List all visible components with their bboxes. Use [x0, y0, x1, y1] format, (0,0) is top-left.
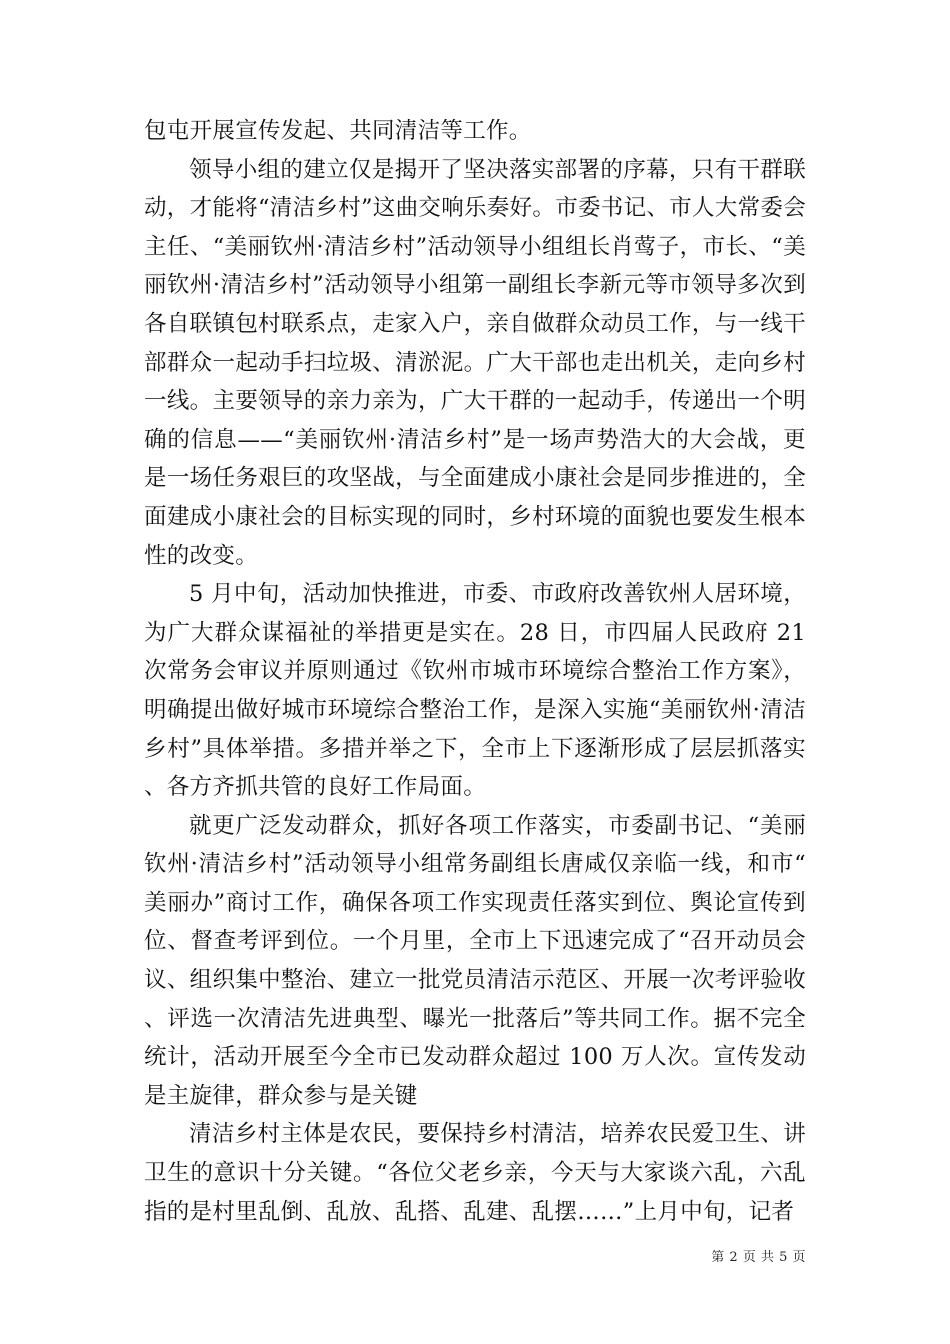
- paragraph-1: 包屯开展宣传发起、共同清洁等工作。: [144, 118, 532, 144]
- page-number-footer: 第 2 页 共 5 页: [711, 1250, 806, 1265]
- paragraph-4: 就更广泛发动群众，抓好各项工作落实，市委副书记、“美丽钦州·清洁乡村”活动领导小组常务副组长唐咸仅亲临一线，和市“美丽办”商讨工作，确保各项工作实现责任落实到位、舆论宣传到位、督查考评到位。一个月里，全市上下迅速完成了“召开动员会议、组织集中整治、建立一批党员清洁示范区、开展一次考评验收、评选一次清洁先进典型、曝光一批落后”等共同工作。据不完全统计，活动开展至今全市已发动群众超过 100 万人次。宣传发动是主旋律，群众参与是关键: [144, 812, 806, 1109]
- article-body: [144, 112, 806, 1231]
- paragraph-3: 5 月中旬，活动加快推进，市委、市政府改善钦州人居环境，为广大群众谋福祉的举措更是实在。28 日，市四届人民政府 21 次常务会审议并原则通过《钦州市城市环境综合整治工作方案》，明确提出做好城市环境综合整治工作，是深入实施“美丽钦州·清洁乡村”具体举措。多措并举之下，全市上下逐渐形成了层层抓落实、各方齐抓共管的良好工作局面。: [144, 581, 806, 801]
- paragraph-5: 清洁乡村主体是农民，要保持乡村清洁，培养农民爱卫生、讲卫生的意识十分关键。“各位父老乡亲，今天与大家谈六乱，六乱指的是村里乱倒、乱放、乱搭、乱建、乱摆……”上月中旬，记者: [144, 1121, 806, 1225]
- paragraph-2: 领导小组的建立仅是揭开了坚决落实部署的序幕，只有干群联动，才能将“清洁乡村”这曲交响乐奏好。市委书记、市人大常委会主任、“美丽钦州·清洁乡村”活动领导小组组长肖莺子，市长、“美丽钦州·清洁乡村”活动领导小组第一副组长李新元等市领导多次到各自联镇包村联系点，走家入户，亲自做群众动员工作，与一线干部群众一起动手扫垃圾、清淤泥。广大干部也走出机关，走向乡村一线。主要领导的亲力亲为，广大干群的一起动手，传递出一个明确的信息——“美丽钦州·清洁乡村”是一场声势浩大的大会战，更是一场任务艰巨的攻坚战，与全面建成小康社会是同步推进的，全面建成小康社会的目标实现的同时，乡村环境的面貌也要发生根本性的改变。: [144, 156, 807, 569]
